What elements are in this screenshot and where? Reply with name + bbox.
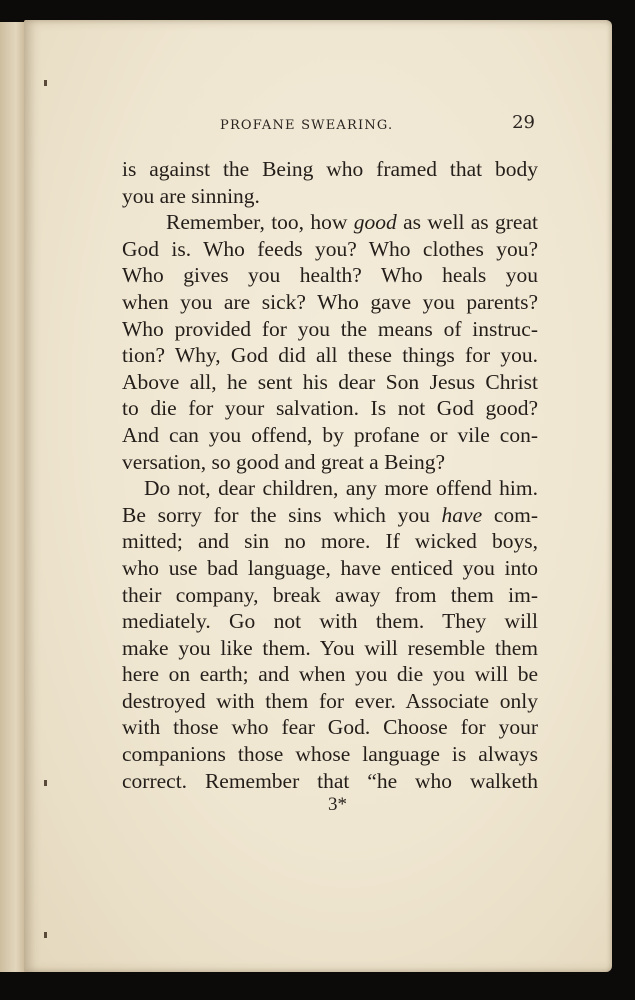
body-text: [122, 156, 538, 794]
text-line: who use bad language, have enticed you into: [122, 555, 538, 580]
text-line: destroyed with them for ever. Associate only: [122, 688, 538, 713]
text-line: companions those whose language is always: [122, 742, 538, 767]
text-line: God is. Who feeds you? Who clothes you?: [122, 236, 538, 261]
text-line: mitted; and sin no more. If wicked boys,: [122, 529, 538, 554]
text-line: with those who fear God. Choose for your: [122, 715, 538, 740]
page-number: 29: [512, 112, 535, 133]
text-line: versation, so good and great a Being?: [122, 449, 446, 474]
text-line: Above all, he sent his dear Son Jesus Christ: [122, 369, 538, 394]
text-line: Who provided for you the means of instruc-: [122, 316, 538, 341]
text-line: is against the Being who framed that body: [122, 157, 538, 181]
facing-page-edge: [0, 22, 27, 972]
text-line: here on earth; and when you die you will be: [122, 662, 538, 687]
text-line: when you are sick? Who gave you parents?: [122, 289, 538, 314]
text-line: correct. Remember that “he who walketh: [122, 768, 538, 793]
text-line: And can you offend, by profane or vile con-: [122, 422, 538, 447]
text-line: their company, break away from them im-: [122, 582, 538, 607]
text-line: Who gives you health? Who heals you: [122, 263, 538, 288]
spine-stitch: [44, 932, 47, 938]
text-line: tion? Why, God did all these things for you.: [122, 343, 538, 368]
text-line: you are sinning.: [122, 183, 260, 208]
text-line: Remember, too, how good as well as great: [166, 210, 538, 235]
text-line: make you like them. You will resemble them: [122, 635, 538, 660]
spine-stitch: [44, 80, 47, 86]
signature-mark: 3*: [328, 794, 347, 815]
text-line: mediately. Go not with them. They will: [122, 609, 538, 634]
running-head: PROFANE SWEARING.: [220, 118, 394, 133]
text-line: Be sorry for the sins which you have com-: [122, 502, 538, 527]
spine-stitch: [44, 780, 47, 786]
text-line: to die for your salvation. Is not God good?: [122, 396, 538, 421]
text-line: Do not, dear children, any more offend him.: [144, 476, 538, 501]
